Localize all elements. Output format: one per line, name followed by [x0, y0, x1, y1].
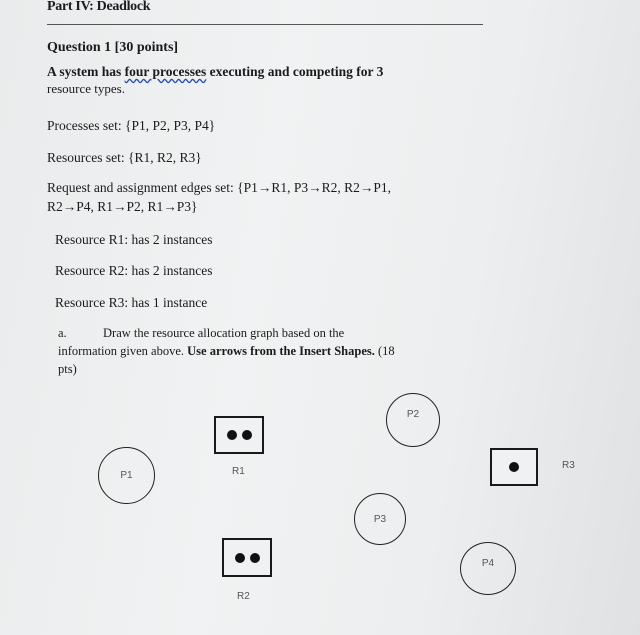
part-a-line-3: pts) [58, 362, 77, 376]
part-a-text-2c: (18 [374, 344, 395, 358]
part-a-text-2b: Use arrows from the Insert Shapes. [187, 344, 375, 358]
r2-instance-dot [250, 553, 260, 563]
processes-set: Processes set: {P1, P2, P3, P4} [47, 118, 216, 133]
part-a-text-1: Draw the resource allocation graph based on the [103, 326, 345, 340]
resource-node-r2[interactable] [222, 538, 272, 577]
resource-node-r3[interactable] [490, 448, 538, 486]
intro-text-b: executing and competing for 3 [206, 64, 384, 79]
edges-line-2: R2→P4, R1→P2, R1→P3} [47, 199, 198, 214]
process-node-p3[interactable]: P3 [354, 493, 406, 545]
intro-line-1 [47, 64, 383, 80]
intro-underlined-text: four processes [124, 64, 207, 79]
r2-instance-dot [235, 553, 245, 563]
r3-instances: Resource R3: has 1 instance [55, 295, 208, 310]
process-node-p4[interactable]: P4 [460, 542, 516, 595]
question-title: Question 1 [30 points] [47, 40, 179, 55]
process-node-p2[interactable]: P2 [386, 393, 440, 447]
r1-instances: Resource R1: has 2 instances [55, 232, 213, 247]
intro-text-a: A system has [47, 64, 125, 79]
r3-label: R3 [562, 460, 575, 471]
part-a-line-1 [58, 326, 344, 341]
r3-instance-dot [509, 462, 519, 472]
resource-node-r1[interactable] [214, 416, 264, 454]
r2-label: R2 [237, 591, 250, 602]
process-node-p1[interactable]: P1 [98, 447, 155, 504]
intro-line-2: resource types. [47, 81, 125, 96]
r1-instance-dot [227, 430, 237, 440]
part-a-marker: a. [58, 326, 67, 340]
part-a-text-2a: information given above. [58, 344, 188, 358]
edges-line-1: Request and assignment edges set: {P1→R1, P3→R2, R2→P1, [47, 180, 391, 195]
resources-set: Resources set: {R1, R2, R3} [47, 150, 202, 165]
r1-instance-dot [242, 430, 252, 440]
r1-label: R1 [232, 466, 245, 477]
part-a-line-2 [58, 344, 395, 359]
r2-instances: Resource R2: has 2 instances [55, 263, 213, 278]
heading-divider [47, 24, 483, 25]
section-heading: Part IV: Deadlock [47, 0, 151, 14]
